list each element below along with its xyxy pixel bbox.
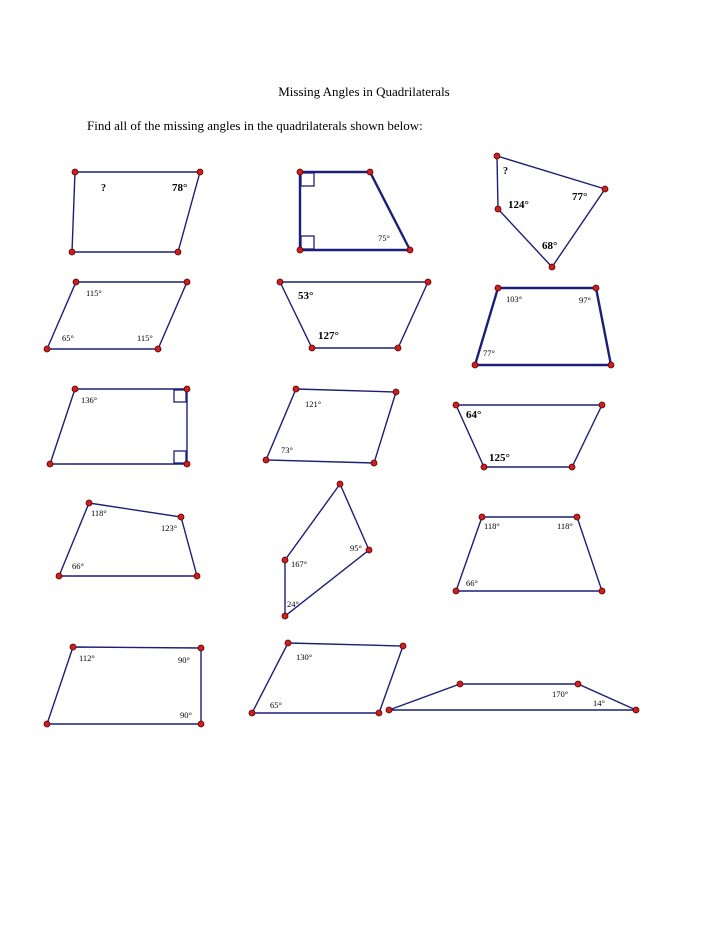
quadrilateral-5 [277,279,431,351]
angle-label: 95° [350,543,362,553]
angle-label: 66° [466,578,478,588]
angle-label: 66° [72,561,84,571]
angle-label: 65° [270,700,282,710]
angle-label: 127° [318,330,339,342]
angle-label: 170° [552,689,569,699]
quadrilateral-12 [453,514,605,594]
angle-label: 78° [172,182,188,194]
quadrilateral-6 [472,285,614,368]
angle-label: 115° [137,333,153,343]
angle-label: 24° [287,599,299,609]
quadrilateral-8 [263,386,399,466]
quadrilateral-15 [386,681,639,713]
worksheet-title: Missing Angles in Quadrilaterals [278,84,450,99]
quadrilateral-2 [297,169,413,253]
angle-label: 125° [489,452,510,464]
angle-label: 73° [281,445,293,455]
angle-label: 64° [466,409,482,421]
angle-label: 103° [506,294,523,304]
angle-label: 118° [557,521,573,531]
angle-label: ? [101,183,106,194]
quadrilateral-13 [44,644,204,727]
angle-label: 90° [180,710,192,720]
angle-label: 75° [378,233,390,243]
angle-label: 167° [291,559,308,569]
angle-label: 124° [508,199,529,211]
angle-label: 14° [593,698,605,708]
angle-label: 112° [79,653,95,663]
angle-label: 118° [91,508,107,518]
quadrilateral-14 [249,640,406,716]
angle-label: ? [503,166,508,177]
angle-label: 121° [305,399,322,409]
quadrilateral-1 [69,169,203,255]
quadrilateral-10 [56,500,200,579]
angle-label: 77° [572,191,588,203]
angle-label: 123° [161,523,178,533]
angle-label: 136° [81,395,98,405]
angle-label: 90° [178,655,190,665]
worksheet-instructions: Find all of the missing angles in the quadrilaterals shown below: [87,118,423,133]
angle-label: 115° [86,288,102,298]
angle-label: 68° [542,240,558,252]
quadrilateral-7 [47,386,190,467]
quadrilateral-3 [494,153,608,270]
quadrilateral-9 [453,402,605,470]
angle-label: 65° [62,333,74,343]
quadrilateral-4 [44,279,190,352]
angle-label: 53° [298,290,314,302]
angle-label: 130° [296,652,313,662]
angle-label: 77° [483,348,495,358]
angle-label: 118° [484,521,500,531]
angle-label: 97° [579,295,591,305]
quadrilateral-11 [282,481,372,619]
